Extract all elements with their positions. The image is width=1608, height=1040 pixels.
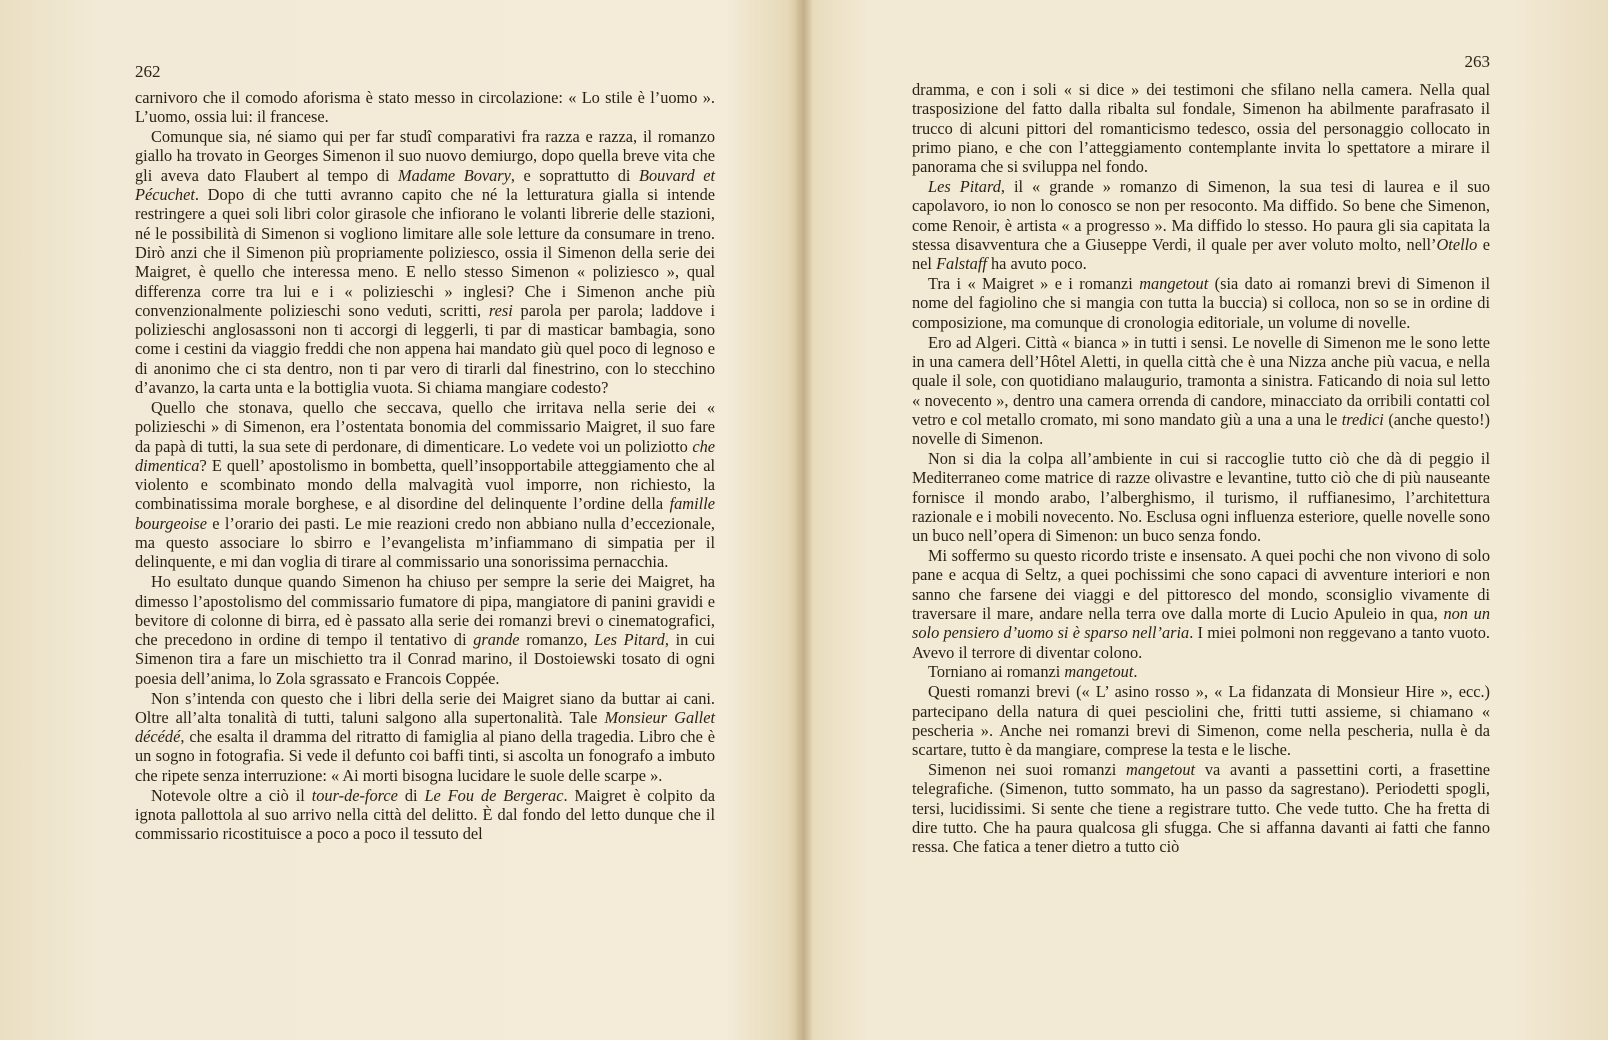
paragraph: Notevole oltre a ciò il tour-de-force di Le Fou de Bergerac. Maigret è colpito da ignota pallottola al suo arrivo nella città del delitto. È dal fondo del letto dunque che il commissario ricostituisce a poco a poco il tessuto del bbox=[135, 785, 716, 844]
italic-text: non un solo pensiero d’uomo si è sparso nell’aria bbox=[912, 603, 1490, 643]
italic-text: Madame Bovary bbox=[398, 165, 511, 185]
paragraph: Ho esultato dunque quando Simenon ha chiuso per sempre la serie dei Maigret, ha dimesso l’apostolismo del commissario fumatore di pipa, mangiatore di panini gravidi e bevitore di colonne di birra, ed è passato alla serie dei romanzi brevi o cinematografici, che precedono in ordine di tempo il tentativo di grande romanzo, Les Pitard, in cui Simenon tira a fare un mischietto tra il Conrad marino, il Dostoiewski tosato di ogni poesia dell’anima, lo Zola sgrassato e Francois Coppée. bbox=[135, 572, 716, 688]
paragraph: Les Pitard, il « grande » romanzo di Simenon, la sua tesi di laurea e il suo capolavoro, io non lo conosco se non per resoconto. Ma diffido. So bene che Simenon, come Renoir, è artista « a progresso ». Ma diffido lo stesso. Ho paura gli sia capitata la stessa disavventura che a Giuseppe Verdi, il quale per aver voluto molto, nell’Otello e nel Falstaff ha avuto poco. bbox=[912, 177, 1490, 274]
page-number-right: 263 bbox=[1464, 52, 1490, 71]
paragraph: Ero ad Algeri. Città « bianca » in tutti i sensi. Le novelle di Simenon me le sono lette in una camera dell’Hôtel Aletti, in quella città che è una Nizza anche più vacua, e nella quale il sole, con quotidiano malaugurio, tramonta a sinistra. Faticando di noia sul letto « novecento », dentro una camera orrenda di candore, minacciato da orribili contatti col vetro e col metallo cromato, mi sono mandato giù a una a una le tredici (anche questo!) novelle di Simenon. bbox=[912, 332, 1490, 449]
italic-text: mangetout bbox=[1126, 760, 1196, 780]
italic-text: mangetout bbox=[1139, 274, 1209, 294]
italic-text: mangetout bbox=[1064, 662, 1134, 682]
paragraph: Torniano ai romanzi mangetout. bbox=[928, 662, 1138, 682]
paragraph: Mi soffermo su questo ricordo triste e insensato. A quei pochi che non vivono di solo pane e acqua di Seltz, a quei pochissimi che sono capaci di avventure interiori e non sanno che farsene dei viaggi e del pittoresco del mondo, sconsiglio vivamente di traversare il mare, andare nella terra ove dalla morte di Lucio Apuleio in qua, non un solo pensiero d’uomo si è sparso nell’aria. I miei polmoni non reggevano a tanto vuoto. Avevo il terrore di diventar colono. bbox=[912, 546, 1490, 662]
paragraph: Non si dia la colpa all’ambiente in cui si raccoglie tutto ciò che dà di peggio il Mediterraneo come matrice di razze olivastre e levantine, tutto ciò che di più nauseante fornisce il mondo arabo, l’alberghismo, il turismo, il ruffianesimo, l’architettura razionale e i mobili novecento. No. Esclusa ogni influenza esteriore, quelle novelle sono un buco nell’opera di Simenon: un buco senza fondo. bbox=[912, 449, 1490, 546]
right-page-text bbox=[912, 80, 1490, 857]
italic-text: Monsieur Gallet décédé bbox=[135, 707, 715, 747]
italic-text: Le Fou de Bergerac bbox=[424, 785, 564, 805]
left-page bbox=[135, 0, 715, 1040]
book-gutter bbox=[795, 0, 813, 1040]
italic-text: tour-de-force bbox=[311, 785, 398, 805]
italic-text: che dimentica bbox=[135, 436, 715, 475]
paragraph: Comunque sia, né siamo qui per far studî comparativi fra razza e razza, il romanzo giallo ha trovato in Georges Simenon il suo nuovo demiurgo, dopo quella breve vita che gli aveva dato Flaubert al tempo di Madame Bovary, e soprattutto di Bouvard et Pécuchet. Dopo di che tutti avranno capito che né la letturatura gialla si intende restringere a quei soli libri color girasole che infiorano le volanti librerie delle stazioni, né le possibilità di Simenon si vogliono limitare alle sole letture da consumare in treno. Dirò anzi che il Simenon più propriamente poliziesco, ossia il Simenon della serie dei Maigret, è quello che interessa meno. E nello stesso Simenon « poliziesco », qual differenza corre tra lui e i « polizieschi » inglesi? Che i Simenon anche più convenzionalmente polizieschi sono veduti, scritti, resi parola per parola; laddove i polizieschi anglosassoni non ti accorgi di leggerli, ti par di masticar bambagia, sono come i cestini da viaggio freddi che non appena hai mandato giù quel poco di legnoso e di anonimo che ci sta dentro, non ti par vero di tirarli dal finestrino, con lo stecchino d’avanzo, la carta unta e la bottiglia vuota. Si chiama mangiare codesto? bbox=[135, 127, 715, 398]
italic-text: Falstaff bbox=[936, 254, 987, 274]
italic-text: famille bourgeoise bbox=[135, 494, 715, 533]
paragraph: carnivoro che il comodo aforisma è stato messo in circolazione: « Lo stile è l’uomo ». L’uomo, ossia lui: il francese. bbox=[135, 88, 715, 127]
paragraph: Simenon nei suoi romanzi mangetout va avanti a passettini corti, a frasettine telegrafiche. (Simenon, tutto sommato, ha un passo da sagrestano). Periodetti spogli, tersi, lucidissimi. Si sente che tiene a registrare tutto. Che vede tutto. Che ha fretta di dire tutto. Che ha paura qualcosa gli sfugga. Che si affanna davanti ai fatti che fanno ressa. Che fatica a tener dietro a tutto ciò bbox=[912, 760, 1490, 857]
paragraph: Tra i « Maigret » e i romanzi mangetout (sia dato ai romanzi brevi di Simenon il nome del fagiolino che si mangia con tutta la buccia) si colloca, non so se in ordine di composizione, ma comunque di cronologia editoriale, un volume di novelle. bbox=[912, 274, 1490, 332]
italic-text: Bouvard et Pécuchet bbox=[135, 165, 715, 205]
paragraph: Non s’intenda con questo che i libri della serie dei Maigret siano da buttar ai cani. Oltre all’alta tonalità di tutti, taluni salgono alla supertonalità. Tale Monsieur Gallet décédé, che esalta il dramma del ritratto di famiglia al piano della tragedia. Libro che è un sogno in fotografia. Si vede il defunto coi baffi tinti, si ascolta un fonografo a imbuto che ripete senza interruzione: « Ai morti bisogna lucidare le suole delle scarpe ». bbox=[135, 688, 715, 785]
italic-text: resi bbox=[488, 300, 513, 320]
page-number-left: 262 bbox=[135, 62, 161, 81]
italic-text: Otello bbox=[1436, 234, 1478, 254]
italic-text: tredici bbox=[1341, 409, 1384, 429]
left-page-text bbox=[135, 88, 715, 844]
paragraph: Quello che stonava, quello che seccava, quello che irritava nella serie dei « polizieschi » di Simenon, era l’ostentata bonomia del commissario Maigret, il suo fare da papà di tutti, la sua sete di perdonare, di dimenticare. Lo vedete voi un poliziotto che dimentica? E quell’ apostolismo in bombetta, quell’insopportabile atteggiamento che al violento e scombinato mondo della malvagità vuol imporre, non richiesto, la combinatissima morale borghese, e al disordine del delinquente l’ordine della famille bourgeoise e l’orario dei pasti. Le mie reazioni credo non abbiano nulla d’eccezionale, ma questo associare lo sbirro e l’evangelista m’infiammano di simpatia per il delinquente, e mi dan voglia di tirare al commissario una sonorissima pernacchia. bbox=[135, 397, 715, 572]
italic-text: Les Pitard bbox=[928, 177, 1001, 197]
paragraph: Questi romanzi brevi (« L’ asino rosso », « La fidanzata di Monsieur Hire », ecc.) partecipano della natura di quei pesciolini che, fritti tutti assieme, si chiamano « pescheria ». Anche nei romanzi brevi di Simenon, come nella pescheria, nulla è da scartare, tutto è da mangiare, comprese la testa e le lische. bbox=[912, 682, 1490, 760]
italic-text: grande bbox=[473, 630, 520, 650]
paragraph: dramma, e con i soli « si dice » dei testimoni che sfilano nella camera. Nella qual trasposizione del fatto dalla ribalta sul fondale, Simenon ha abilmente parafrasato il trucco di alcuni pittori del romanticismo tedesco, ossia del personaggio collocato in primo piano, e che con l’atteggiamento contemplante invita lo spettatore a mirare il panorama che si sviluppa nel fondo. bbox=[912, 80, 1490, 177]
right-page bbox=[912, 0, 1490, 1040]
italic-text: Les Pitard bbox=[594, 630, 665, 650]
